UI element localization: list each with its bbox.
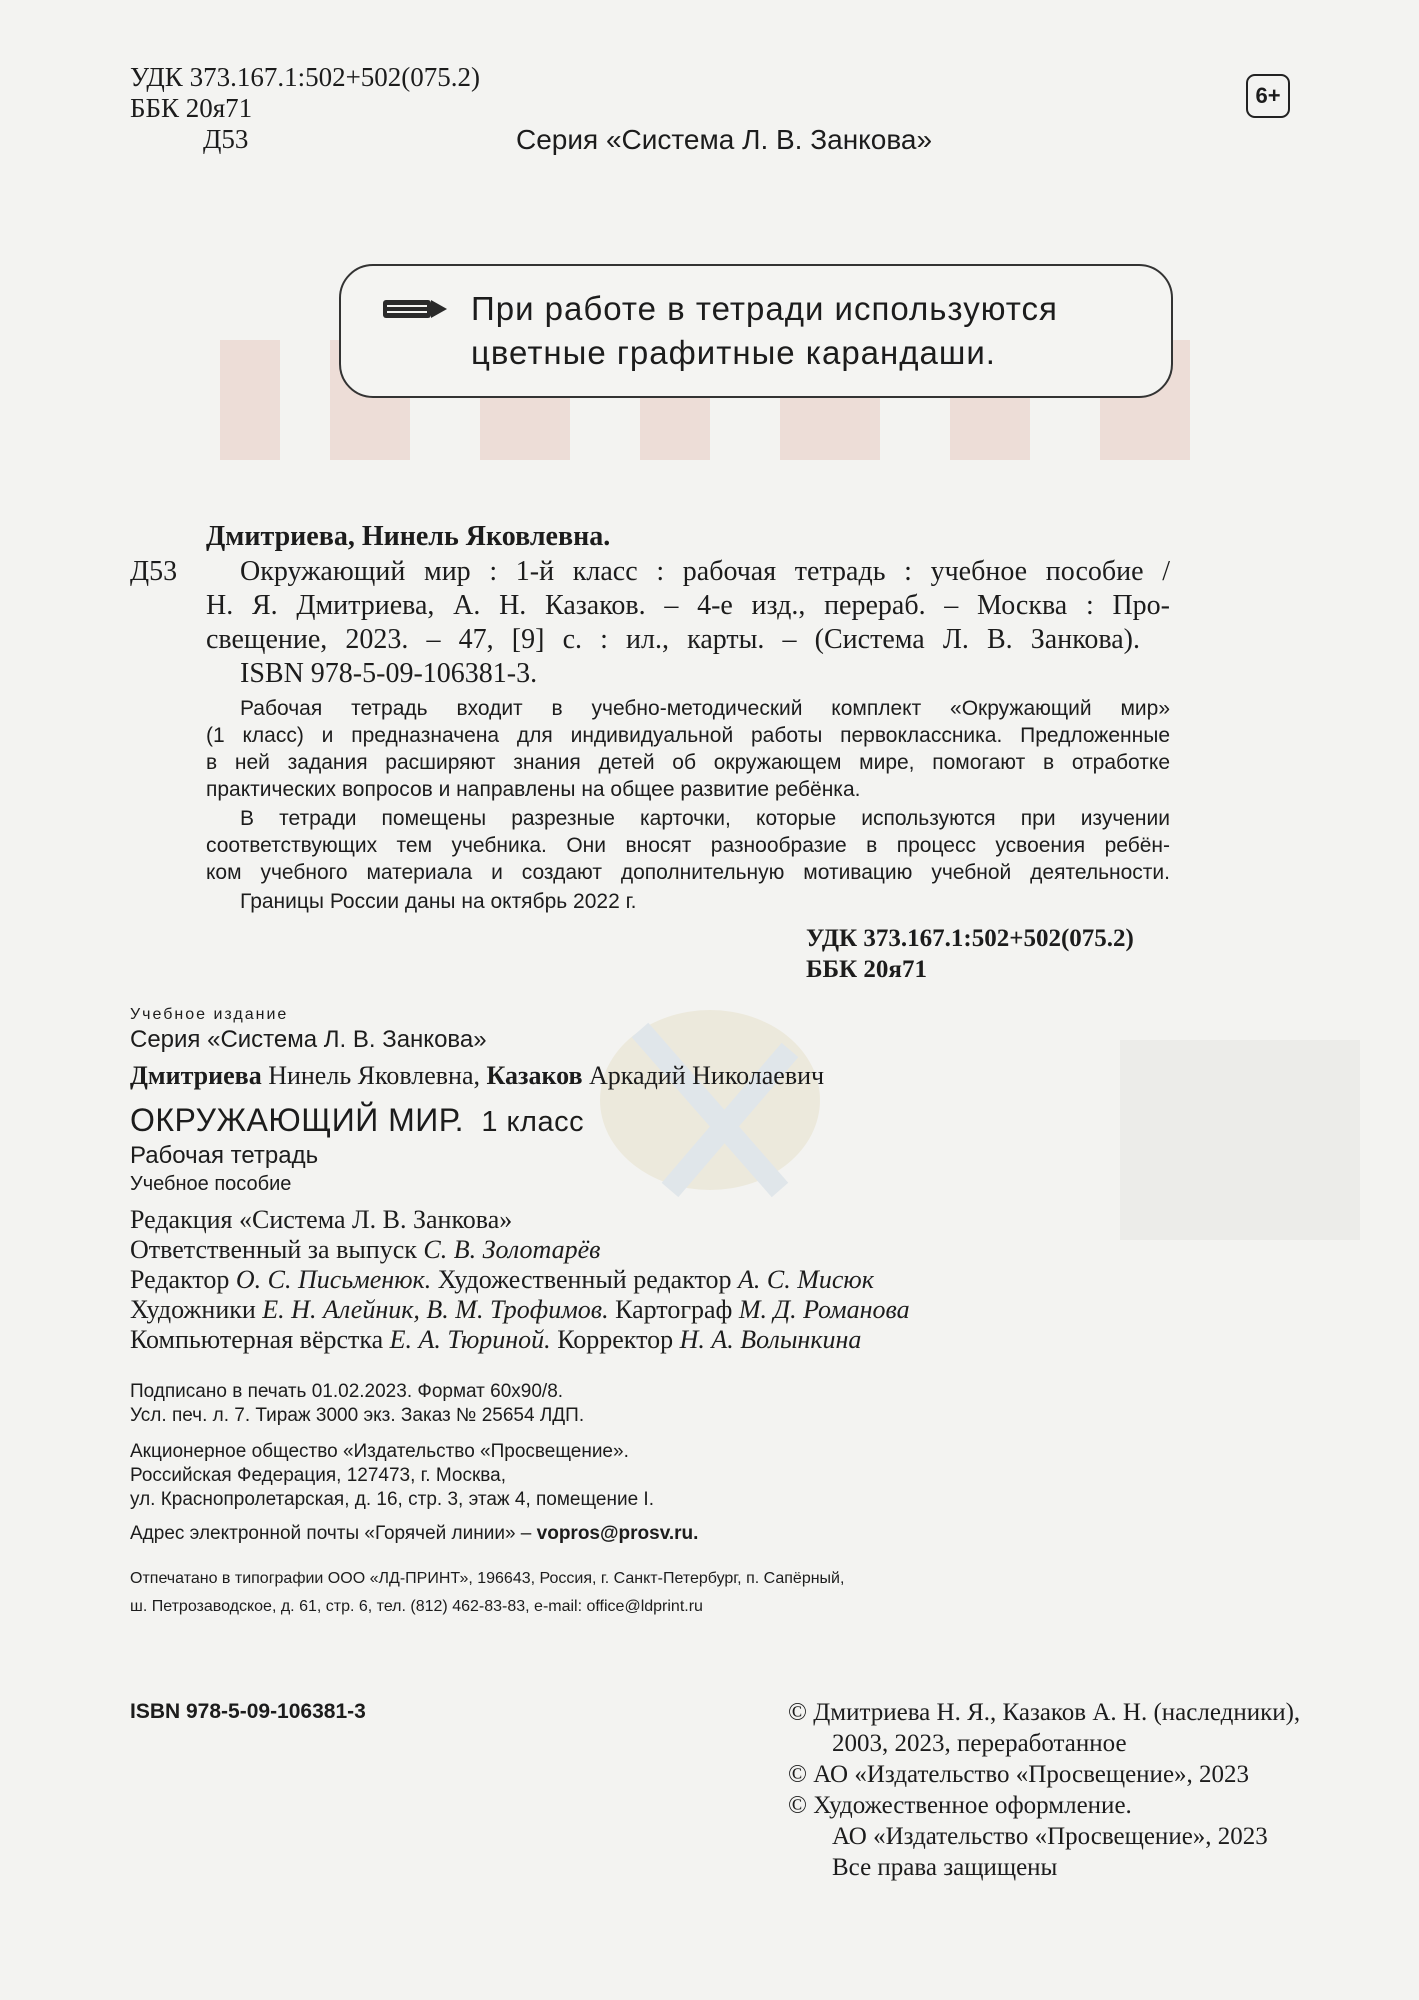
copyright-line-1: © Дмитриева Н. Я., Казаков А. Н. (наследники), bbox=[788, 1699, 1301, 1726]
header-udk: УДК 373.167.1:502+502(075.2) bbox=[130, 62, 481, 92]
biblio-isbn: ISBN 978-5-09-106381-3. bbox=[240, 658, 538, 689]
codes-right-udk: УДК 373.167.1:502+502(075.2) bbox=[806, 925, 1134, 952]
responsible-name: С. В. Золотарёв bbox=[423, 1235, 601, 1264]
copyright-line-5: АО «Издательство «Просвещение», 2023 bbox=[832, 1823, 1268, 1850]
editor-label: Редактор bbox=[130, 1265, 230, 1294]
notice-line-1: При работе в тетради используются bbox=[471, 290, 1058, 327]
author-2-name: Аркадий Николаевич bbox=[589, 1061, 825, 1090]
imprint-title bbox=[130, 1102, 584, 1139]
author-1-surname: Дмитриева bbox=[130, 1061, 262, 1090]
codes-right-bbk: ББК 20я71 bbox=[806, 956, 927, 983]
editor-line bbox=[130, 1265, 874, 1295]
biblio-author-heading: Дмитриева, Нинель Яковлевна. bbox=[206, 521, 611, 552]
printer-line-2: ш. Петрозаводское, д. 61, стр. 6, тел. (812) 462-83-83, e-mail: office@ldprint.ru bbox=[130, 1598, 703, 1615]
imprint-subtitle-1: Рабочая тетрадь bbox=[130, 1142, 319, 1169]
print-signed: Подписано в печать 01.02.2023. Формат 60x90/8. bbox=[130, 1381, 564, 1402]
annotation-p1-line-1: Рабочая тетрадь входит в учебно-методический комплект «Окружающий мир» bbox=[240, 697, 1170, 720]
layout-line bbox=[130, 1325, 861, 1355]
biblio-line-1: Окружающий мир : 1-й класс : рабочая тетрадь : учебное пособие / bbox=[240, 556, 1170, 587]
annotation-p2-line-3: ком учебного материала и создают дополнительную мотивацию учебной деятельности. bbox=[206, 861, 1170, 884]
footer-isbn: ISBN 978-5-09-106381-3 bbox=[130, 1700, 366, 1723]
imprint-series: Серия «Система Л. В. Занкова» bbox=[130, 1026, 487, 1053]
artists-label: Художники bbox=[130, 1295, 256, 1324]
copyright-line-4: © Художественное оформление. bbox=[788, 1792, 1132, 1819]
responsible-label: Ответственный за выпуск bbox=[130, 1235, 417, 1264]
header-bbk: ББК 20я71 bbox=[130, 93, 253, 123]
proofreader-name: Н. А. Волынкина bbox=[679, 1325, 862, 1354]
header-series: Серия «Система Л. В. Занкова» bbox=[516, 124, 933, 155]
show-through-illustration bbox=[580, 990, 840, 1240]
imprint-subtitle-2: Учебное пособие bbox=[130, 1173, 292, 1195]
art-editor-name: А. С. Мисюк bbox=[738, 1265, 874, 1294]
pencil-icon bbox=[381, 294, 449, 324]
artists-names: Е. Н. Алейник, В. М. Трофимов. bbox=[262, 1295, 609, 1324]
biblio-line-2: Н. Я. Дмитриева, А. Н. Казаков. – 4-е изд., перераб. – Москва : Про- bbox=[206, 590, 1170, 621]
biblio-line-3: свещение, 2023. – 47, [9] с. : ил., карты. – (Система Л. В. Занкова). bbox=[206, 624, 1140, 655]
title-main: ОКРУЖАЮЩИЙ МИР. bbox=[130, 1102, 464, 1138]
annotation-p1-line-4: практических вопросов и направлены на общее развитие ребёнка. bbox=[206, 778, 861, 801]
art-editor-label: Художественный редактор bbox=[437, 1265, 732, 1294]
layout-name: Е. А. Тюриной. bbox=[389, 1325, 551, 1354]
cartographer-name: М. Д. Романова bbox=[738, 1295, 910, 1324]
copyright-line-2: 2003, 2023, переработанное bbox=[832, 1730, 1127, 1757]
biblio-code: Д53 bbox=[130, 556, 178, 587]
annotation-p2-line-1: В тетради помещены разрезные карточки, которые используются при изучении bbox=[240, 807, 1170, 830]
layout-label: Компьютерная вёрстка bbox=[130, 1325, 384, 1354]
artists-line bbox=[130, 1295, 910, 1325]
publisher-line-2: Российская Федерация, 127473, г. Москва, bbox=[130, 1465, 506, 1486]
printer-line-1: Отпечатано в типографии ООО «ЛД-ПРИНТ», 196643, Россия, г. Санкт-Петербург, п. Сапёрный, bbox=[130, 1570, 845, 1587]
edition-type: Учебное издание bbox=[130, 1006, 289, 1023]
publisher-line-3: ул. Краснопролетарская, д. 16, стр. 3, этаж 4, помещение I. bbox=[130, 1489, 654, 1510]
hotline-label: Адрес электронной почты «Горячей линии» – bbox=[130, 1523, 532, 1544]
copyright-line-3: © АО «Издательство «Просвещение», 2023 bbox=[788, 1761, 1250, 1788]
show-through-block bbox=[1120, 1040, 1360, 1240]
print-run: Усл. печ. л. 7. Тираж 3000 экз. Заказ № 25654 ЛДП. bbox=[130, 1405, 585, 1426]
title-grade: 1 класс bbox=[481, 1106, 585, 1138]
proofreader-label: Корректор bbox=[557, 1325, 674, 1354]
annotation-p2-line-2: соответствующих тем учебника. Они вносят разнообразие в процесс усвоения ребён- bbox=[206, 834, 1170, 857]
publisher-line-1: Акционерное общество «Издательство «Просвещение». bbox=[130, 1441, 629, 1462]
header-code: Д53 bbox=[203, 124, 249, 154]
notice-line-2: цветные графитные карандаши. bbox=[471, 334, 996, 371]
cartographer-label: Картограф bbox=[615, 1295, 733, 1324]
annotation-p3: Границы России даны на октябрь 2022 г. bbox=[240, 890, 637, 913]
copyright-line-6: Все права защищены bbox=[832, 1854, 1058, 1881]
responsible-line bbox=[130, 1235, 600, 1265]
pencil-notice-box bbox=[339, 264, 1173, 398]
hotline-line bbox=[130, 1522, 698, 1545]
imprint-authors bbox=[130, 1061, 824, 1091]
editor-name: О. С. Письменюк. bbox=[235, 1265, 432, 1294]
author-2-surname: Казаков bbox=[486, 1061, 583, 1090]
age-rating-badge: 6+ bbox=[1246, 74, 1290, 118]
author-1-name: Нинель Яковлевна, bbox=[268, 1061, 481, 1090]
editorial-office: Редакция «Система Л. В. Занкова» bbox=[130, 1205, 513, 1234]
annotation-p1-line-3: в ней задания расширяют знания детей об окружающем мире, помогают в отработке bbox=[206, 751, 1170, 774]
hotline-email[interactable]: vopros@prosv.ru. bbox=[536, 1523, 699, 1544]
annotation-p1-line-2: (1 класс) и предназначена для индивидуальной работы первоклассника. Предложенные bbox=[206, 724, 1170, 747]
